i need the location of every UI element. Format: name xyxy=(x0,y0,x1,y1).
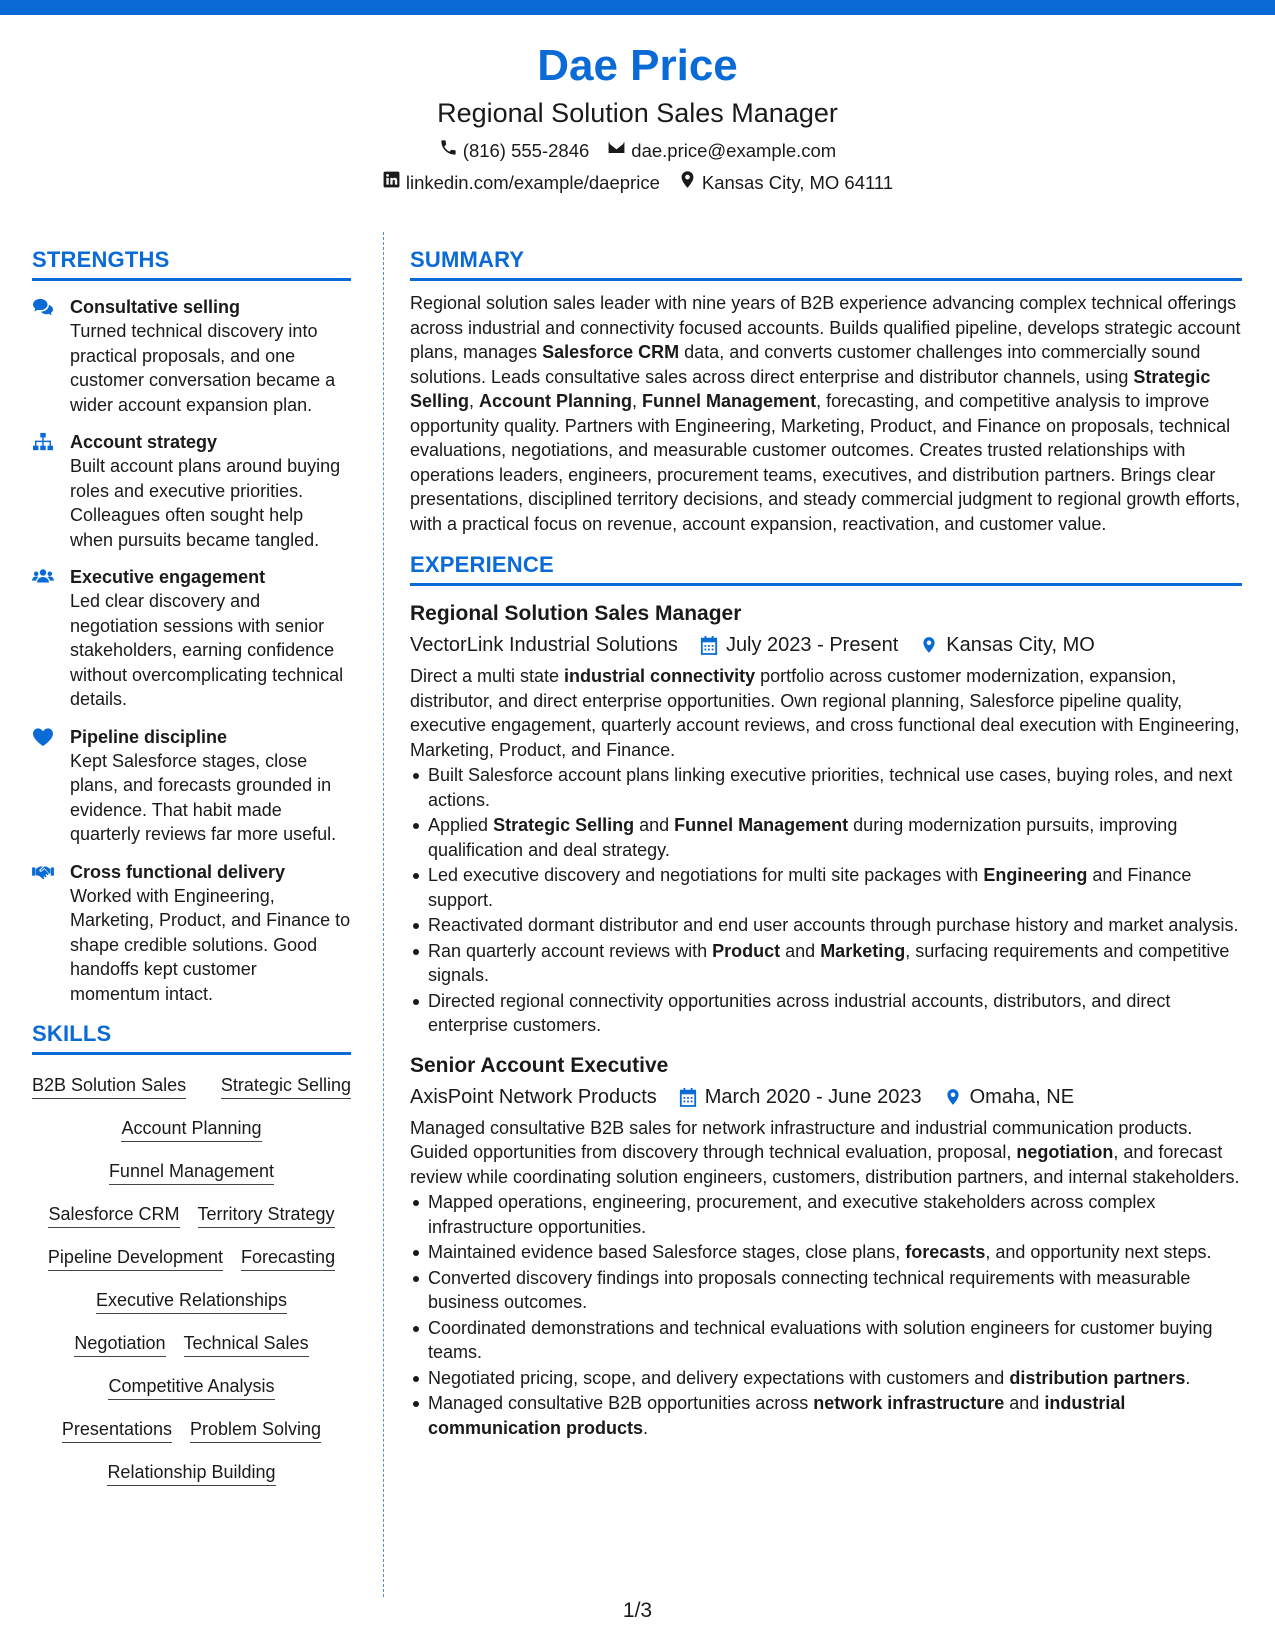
right-column xyxy=(410,246,1242,1441)
strength-description: Worked with Engineering, Marketing, Product, and Finance to shape credible solutions. Good handoffs kept customer momentum intact. xyxy=(70,885,351,1004)
bullet-item xyxy=(410,989,1242,1038)
skill-tag: Executive Relationships xyxy=(96,1288,287,1314)
left-column xyxy=(32,246,351,1503)
skill-tag: Competitive Analysis xyxy=(108,1374,274,1400)
skill-tag: Relationship Building xyxy=(107,1460,275,1486)
strength-description: Turned technical discovery into practical proposals, and one customer conversation became a wider account expansion plan. xyxy=(70,321,336,415)
skill-row xyxy=(32,1288,351,1314)
linkedin-contact[interactable] xyxy=(382,170,660,195)
strength-item xyxy=(32,295,351,417)
job-location: Omaha, NE xyxy=(969,1085,1075,1108)
strength-title: Pipeline discipline xyxy=(70,726,228,747)
job-meta xyxy=(410,1083,1242,1111)
bullet-text: and xyxy=(780,940,821,961)
strength-title: Executive engagement xyxy=(70,567,266,587)
job-description xyxy=(410,664,1242,762)
bullet-text: and xyxy=(1004,1393,1045,1413)
skill-row xyxy=(32,1202,351,1228)
skill-row xyxy=(32,1417,351,1443)
job-desc-text: Direct a multi state xyxy=(410,666,565,686)
skill-tag: Strategic Selling xyxy=(221,1073,351,1099)
users-icon xyxy=(32,565,56,712)
bullet-text: Applied xyxy=(428,815,494,835)
skill-row xyxy=(32,1331,351,1357)
bullet-item xyxy=(410,813,1242,862)
job-meta xyxy=(410,631,1242,659)
skill-row xyxy=(32,1460,351,1486)
bullet-item xyxy=(410,1316,1242,1365)
contact-line-1 xyxy=(0,138,1275,163)
summary-keyword: Strategic Selling xyxy=(410,366,1211,411)
bullet-item xyxy=(410,1190,1242,1239)
summary-paragraph xyxy=(410,291,1242,536)
phone-text: (816) 555-2846 xyxy=(462,139,590,161)
bullet-text: and xyxy=(634,815,675,835)
resume-header xyxy=(0,40,1275,195)
summary-keyword: Account Planning xyxy=(479,391,633,411)
bullet-item xyxy=(410,1266,1242,1315)
bullet-text: and Finance support. xyxy=(428,865,1192,910)
email-contact[interactable] xyxy=(607,138,836,163)
skill-row xyxy=(32,1245,351,1271)
skills-heading: SKILLS xyxy=(32,1020,351,1055)
page-number: 1/3 xyxy=(622,1599,653,1622)
skill-tag: Salesforce CRM xyxy=(48,1202,179,1228)
skill-tag: Problem Solving xyxy=(190,1417,321,1443)
company-name: AxisPoint Network Products xyxy=(410,1085,657,1108)
skills-list xyxy=(32,1073,351,1486)
bullet-text: Led executive discovery and negotiations for multi site packages with xyxy=(428,865,984,885)
skill-row xyxy=(32,1073,351,1099)
bullet-keyword: Strategic Selling xyxy=(493,815,635,835)
job-description xyxy=(410,1116,1242,1190)
bullet-keyword: forecasts xyxy=(905,1242,986,1262)
bullet-item xyxy=(410,1366,1242,1391)
handshake-icon xyxy=(32,860,56,1007)
location-text: Kansas City, MO 64111 xyxy=(701,171,894,193)
strength-title: Account strategy xyxy=(70,432,218,452)
linkedin-icon xyxy=(382,170,401,195)
summary-text: data, and converts customer challenges into commercially sound solutions. Leads consultative sales across direct enterprise and distributor channels, using xyxy=(410,342,1201,387)
strength-title: Cross functional delivery xyxy=(70,861,286,882)
job-desc-keyword: negotiation xyxy=(1016,1142,1114,1162)
strength-item xyxy=(32,860,351,1007)
bullet-text: Managed consultative B2B opportunities across xyxy=(428,1393,814,1413)
skill-row xyxy=(32,1116,351,1142)
company-name: VectorLink Industrial Solutions xyxy=(410,634,678,656)
bullet-item xyxy=(410,763,1242,812)
skill-tag: Negotiation xyxy=(74,1331,165,1357)
summary-keyword: Funnel Management xyxy=(642,391,817,411)
job-title: Senior Account Executive xyxy=(410,1053,669,1077)
job-desc-text: portfolio across customer modernization, expansion, distributor, and direct enterprise opportunities. Own regional planning, Salesforce pipeline quality, executive engagement, quarterly account reviews, and cross functional deal execution with Engineering, Marketing, Product, and Finance. xyxy=(410,666,1240,760)
linkedin-text: linkedin.com/example/daeprice xyxy=(405,171,660,193)
skill-tag: Pipeline Development xyxy=(48,1245,223,1271)
bullet-keyword: industrial communication products xyxy=(428,1393,1126,1438)
candidate-name: Dae Price xyxy=(537,41,738,90)
bullet-text: during modernization pursuits, improving qualification and deal strategy. xyxy=(428,815,1178,860)
skill-tag: Funnel Management xyxy=(109,1159,274,1185)
bullet-text: Built Salesforce account plans linking executive priorities, technical use cases, buying roles, and next actions. xyxy=(428,765,1233,810)
strength-description: Built account plans around buying roles and executive priorities. Colleagues often sought help when pursuits became tangled. xyxy=(70,456,341,550)
summary-text: Regional solution sales leader with nine years of B2B experience advancing complex technical offerings across industrial and connectivity focused accounts. Builds qualified pipeline, develops strategic account plans, manages xyxy=(410,293,1241,362)
map-marker-icon xyxy=(920,635,938,655)
job-bullets xyxy=(410,1190,1242,1440)
strength-title: Consultative selling xyxy=(70,297,241,317)
job-desc-keyword: industrial connectivity xyxy=(564,666,756,686)
bullet-text: Coordinated demonstrations and technical evaluations with solution engineers for customer buying teams. xyxy=(428,1317,1213,1362)
phone-contact[interactable] xyxy=(439,138,590,163)
bullet-keyword: Marketing xyxy=(820,940,906,961)
skill-row xyxy=(32,1374,351,1400)
strength-item xyxy=(32,565,351,712)
experience-heading: EXPERIENCE xyxy=(410,551,1242,586)
comments-icon xyxy=(32,295,56,417)
bullet-text: Mapped operations, engineering, procurement, and executive stakeholders across complex infrastructure opportunities. xyxy=(428,1192,1156,1237)
contact-line-2 xyxy=(0,170,1275,195)
map-marker-icon xyxy=(678,170,697,195)
sitemap-icon xyxy=(32,430,56,552)
strength-description: Kept Salesforce stages, close plans, and forecasts grounded in evidence. That habit made quarterly reviews far more useful. xyxy=(70,750,337,844)
envelope-icon xyxy=(607,138,626,163)
summary-keyword: Salesforce CRM xyxy=(542,342,680,362)
skill-tag: Presentations xyxy=(62,1417,172,1443)
job-desc-text: Managed consultative B2B sales for network infrastructure and industrial communication products. Guided opportunities from discovery through technical evaluation, proposal, xyxy=(410,1117,1193,1162)
bullet-text: Reactivated dormant distributor and end user accounts through purchase history and market analysis. xyxy=(428,915,1239,935)
job-dates: July 2023 - Present xyxy=(725,634,899,656)
skill-tag: Technical Sales xyxy=(184,1331,309,1357)
bullet-keyword: Product xyxy=(712,940,781,961)
skill-tag: Forecasting xyxy=(241,1245,335,1271)
job-entry xyxy=(410,600,1242,1038)
calendar-icon xyxy=(679,1087,697,1107)
bullet-keyword: Engineering xyxy=(983,865,1088,885)
bullet-text: Converted discovery findings into proposals connecting technical requirements with measurable business outcomes. xyxy=(428,1267,1191,1312)
summary-text: , forecasting, and competitive analysis to improve opportunity quality. Partners with Engineering, Marketing, Product, and Finance on proposals, technical evaluations, negotiations, and measurable customer outcomes. Creates trusted relationships with operations leaders, engineers, procurement teams, executives, and distribution partners. Brings clear presentations, disciplined territory decisions, and steady commercial judgment to regional growth efforts, with a practical focus on revenue, account expansion, reactivation, and customer value. xyxy=(410,391,1241,534)
job-desc-text: , and forecast review while coordinating solution engineers, customers, distribution partners, and internal stakeholders. xyxy=(410,1142,1240,1187)
bullet-item xyxy=(410,1240,1242,1265)
top-accent-bar xyxy=(0,0,1275,15)
bullet-keyword: Funnel Management xyxy=(674,815,849,835)
strengths-heading: STRENGTHS xyxy=(32,246,351,281)
bullet-text: . xyxy=(643,1417,649,1438)
bullet-keyword: distribution partners xyxy=(1009,1367,1186,1388)
job-bullets xyxy=(410,763,1242,1038)
map-marker-icon xyxy=(944,1087,962,1107)
summary-heading: SUMMARY xyxy=(410,246,1242,281)
bullet-text: Directed regional connectivity opportunities across industrial accounts, distributors, and direct enterprise customers. xyxy=(428,990,1171,1035)
skill-tag: Territory Strategy xyxy=(198,1202,335,1228)
bullet-text: Negotiated pricing, scope, and delivery expectations with customers and xyxy=(428,1367,1010,1388)
candidate-title: Regional Solution Sales Manager xyxy=(437,98,838,128)
summary-text: , xyxy=(469,391,480,411)
strength-description: Led clear discovery and negotiation sessions with senior stakeholders, earning confidence without overcomplicating technical details. xyxy=(70,591,344,709)
job-dates: March 2020 - June 2023 xyxy=(704,1085,922,1108)
phone-icon xyxy=(439,138,458,163)
job-entry xyxy=(410,1052,1242,1441)
calendar-icon xyxy=(700,635,718,655)
column-divider xyxy=(383,232,384,1597)
heart-icon xyxy=(32,725,56,847)
bullet-text: , surfacing requirements and competitive signals. xyxy=(428,940,1230,985)
skill-tag: Account Planning xyxy=(121,1116,261,1142)
bullet-item xyxy=(410,1391,1242,1440)
strength-item xyxy=(32,430,351,552)
bullet-keyword: network infrastructure xyxy=(813,1393,1005,1413)
summary-text: , xyxy=(632,391,643,411)
strength-item xyxy=(32,725,351,847)
skill-tag: B2B Solution Sales xyxy=(32,1073,186,1099)
location-contact xyxy=(678,170,893,195)
bullet-text: . xyxy=(1185,1367,1191,1388)
skill-row xyxy=(32,1159,351,1185)
strengths-list xyxy=(32,295,351,1006)
bullet-item xyxy=(410,863,1242,912)
bullet-item xyxy=(410,913,1242,938)
bullet-text: , and opportunity next steps. xyxy=(985,1242,1212,1262)
bullet-item xyxy=(410,939,1242,988)
email-text: dae.price@example.com xyxy=(631,139,837,161)
job-title: Regional Solution Sales Manager xyxy=(410,602,742,625)
bullet-text: Ran quarterly account reviews with xyxy=(428,940,713,961)
bullet-text: Maintained evidence based Salesforce stages, close plans, xyxy=(428,1242,906,1262)
job-location: Kansas City, MO xyxy=(946,634,1095,656)
